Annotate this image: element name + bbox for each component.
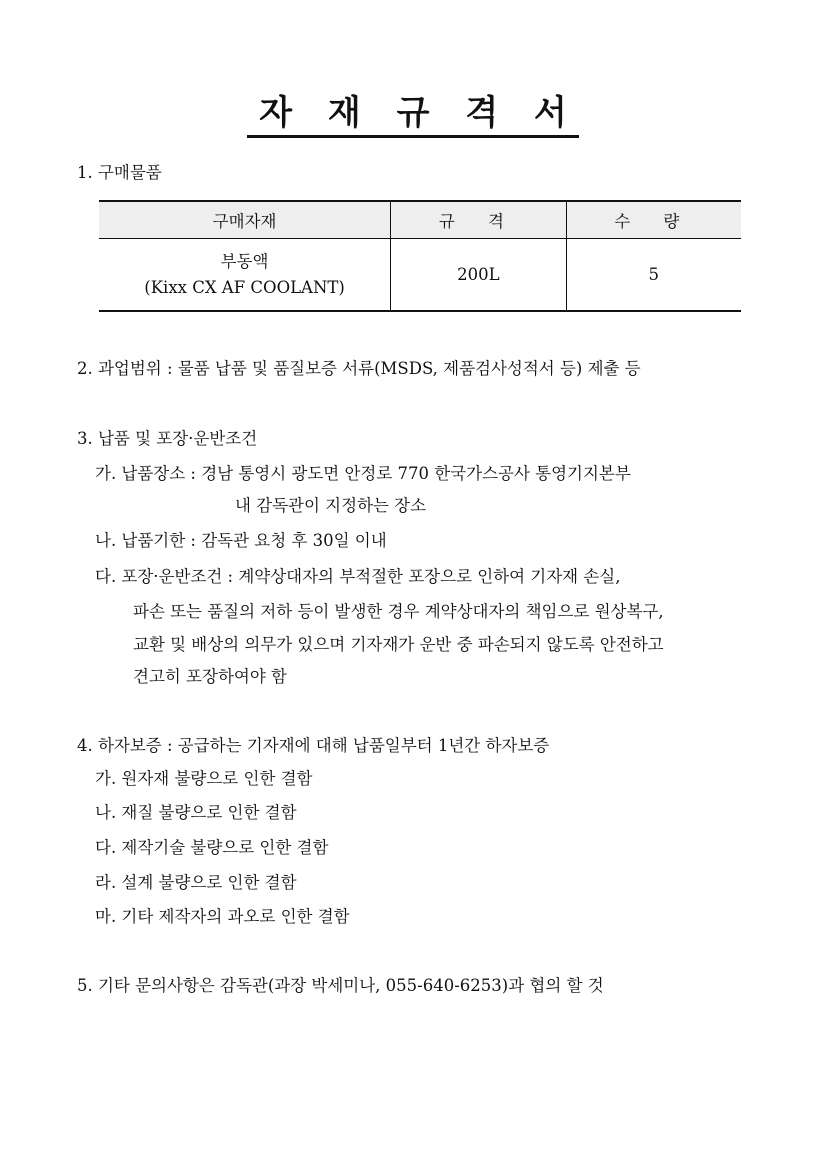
section-3-a-line2: 내 감독관이 지정하는 장소 <box>235 496 427 515</box>
section-5-text: 5. 기타 문의사항은 감독관(과장 박세미나, 055-640-6253)과 협의 할 것 <box>77 976 604 995</box>
spec-cell: 200L <box>391 239 566 312</box>
section-4-item: 가. 원자재 불량으로 인한 결함 <box>95 769 313 788</box>
item-cell <box>99 239 391 312</box>
qty-cell: 5 <box>566 239 741 312</box>
section-3-c-line3: 교환 및 배상의 의무가 있으며 기자재가 운반 중 파손되지 않도록 안전하고 <box>133 635 664 654</box>
section-4-item: 마. 기타 제작자의 과오로 인한 결함 <box>95 907 350 926</box>
section-3-heading: 3. 납품 및 포장·운반조건 <box>77 429 258 448</box>
table-header-row <box>99 201 741 239</box>
header-item: 구매자재 <box>99 201 391 239</box>
section-3-c-line4: 견고히 포장하여야 함 <box>133 667 287 686</box>
section-3-c-line2: 파손 또는 품질의 저하 등이 발생한 경우 계약상대자의 책임으로 원상복구, <box>133 602 664 621</box>
section-3-a-line1: 가. 납품장소 : 경남 통영시 광도면 안정로 770 한국가스공사 통영기지본부 <box>95 464 631 483</box>
section-3-b: 나. 납품기한 : 감독관 요청 후 30일 이내 <box>95 531 387 550</box>
section-4-heading: 4. 하자보증 : 공급하는 기자재에 대해 납품일부터 1년간 하자보증 <box>77 736 550 755</box>
item-name: 부동액 <box>220 251 269 271</box>
section-4-item: 다. 제작기술 불량으로 인한 결함 <box>95 838 329 857</box>
purchase-table <box>99 200 741 312</box>
item-model: (Kixx CX AF COOLANT) <box>144 277 345 297</box>
header-qty: 수 량 <box>566 201 741 239</box>
section-1-heading: 1. 구매물품 <box>77 163 162 182</box>
header-spec: 규 격 <box>391 201 566 239</box>
section-2-text: 2. 과업범위 : 물품 납품 및 품질보증 서류(MSDS, 제품검사성적서 등) 제출 등 <box>77 359 641 378</box>
section-4-item: 나. 재질 불량으로 인한 결함 <box>95 803 297 822</box>
table-row <box>99 239 741 312</box>
document-title: 자 재 규 격 서 <box>247 93 579 138</box>
section-3-c-line1: 다. 포장·운반조건 : 계약상대자의 부적절한 포장으로 인하여 기자재 손실, <box>95 567 621 586</box>
document-title-wrap <box>0 93 826 138</box>
section-4-item: 라. 설계 불량으로 인한 결함 <box>95 873 297 892</box>
